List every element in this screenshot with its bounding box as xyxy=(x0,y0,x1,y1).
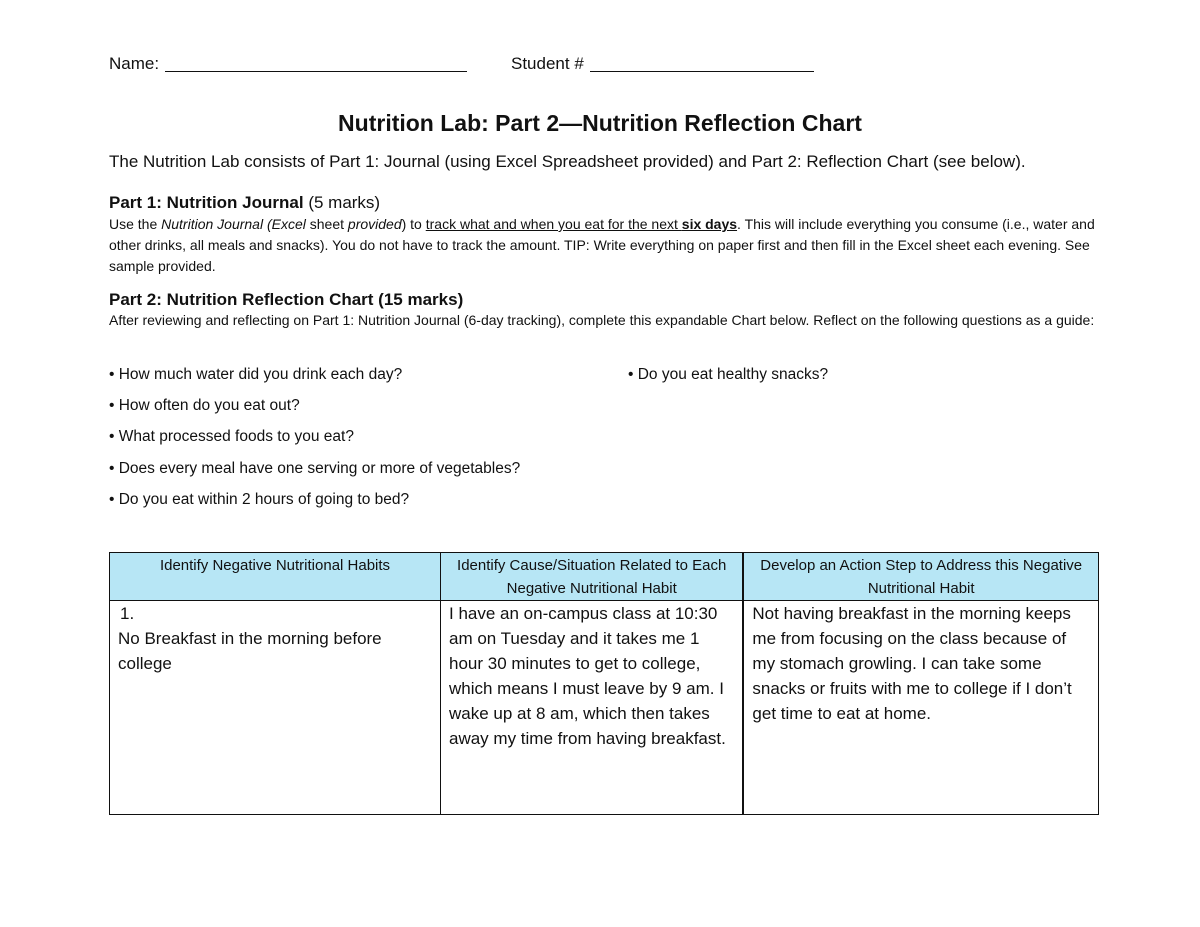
question-eat-out: • How often do you eat out? xyxy=(109,397,300,414)
cause-text: I have an on-campus class at 10:30 am on Tuesday and it takes me 1 hour 30 minutes to get to college, which means I must leave by 9 am. I wake up at 8 am, which then takes away my time from having breakfast. xyxy=(449,604,726,748)
cause-cell[interactable] xyxy=(441,601,744,815)
part1-text-6: track what and when you eat for the next xyxy=(425,216,682,232)
header-cause-situation: Identify Cause/Situation Related to Each Negative Nutritional Habit xyxy=(441,553,744,601)
reflection-chart-table xyxy=(109,552,1099,815)
part1-text-4: provided xyxy=(347,216,402,232)
part1-instructions xyxy=(109,214,1099,277)
part1-heading-title: Part 1: Nutrition Journal xyxy=(109,193,304,212)
student-number-field[interactable] xyxy=(511,54,814,74)
part2-heading xyxy=(109,290,463,310)
part2-heading-title: Part 2: Nutrition Reflection Chart (15 marks) xyxy=(109,290,464,309)
name-blank-line[interactable] xyxy=(165,71,467,72)
student-number-blank-line[interactable] xyxy=(590,71,814,72)
question-bedtime: • Do you eat within 2 hours of going to bed? xyxy=(109,491,410,508)
habit-text: No Breakfast in the morning before college xyxy=(118,629,382,673)
question-water: • How much water did you drink each day? xyxy=(109,366,403,383)
table-row xyxy=(110,601,1099,815)
name-field[interactable] xyxy=(109,54,467,74)
question-snacks: • Do you eat healthy snacks? xyxy=(628,366,829,383)
header-action-step: Develop an Action Step to Address this Negative Nutritional Habit xyxy=(743,553,1098,601)
row-number: 1. xyxy=(120,604,135,623)
intro-text: The Nutrition Lab consists of Part 1: Journal (using Excel Spreadsheet provided) and Part 2: Reflection Chart (see below). xyxy=(109,152,1026,171)
action-cell[interactable] xyxy=(743,601,1098,815)
action-text: Not having breakfast in the morning keeps me from focusing on the class because of my stomach growling. I can take some snacks or fruits with me to college if I don’t get time to eat at home. xyxy=(752,604,1072,723)
part1-text-7: six days xyxy=(681,216,738,232)
habit-cell[interactable] xyxy=(110,601,441,815)
page-title: Nutrition Lab: Part 2—Nutrition Reflection Chart xyxy=(338,110,862,136)
part1-text-1: Use the xyxy=(109,216,162,232)
part1-text-3: sheet xyxy=(305,216,348,232)
table-header-row xyxy=(110,553,1099,601)
part1-text-8: . This will include everything you consume (i.e., water and other drinks, all meals and snacks). You do not have to track the amount. TIP: Write everything on paper first and then fill in the Excel sheet each evening. See sample provided. xyxy=(109,216,1095,274)
student-number-label: Student # xyxy=(511,54,584,73)
part2-instructions: After reviewing and reflecting on Part 1: Nutrition Journal (6-day tracking), complete this expandable Chart below. Reflect on the following questions as a guide: xyxy=(109,312,1095,328)
name-label: Name: xyxy=(109,54,160,73)
part1-heading-marks: (5 marks) xyxy=(308,193,381,212)
question-vegetables: • Does every meal have one serving or more of vegetables? xyxy=(109,460,521,477)
part1-heading xyxy=(109,193,380,213)
part1-text-5: ) to xyxy=(401,216,426,232)
part1-text-2: Nutrition Journal (Excel xyxy=(161,216,306,232)
header-negative-habits: Identify Negative Nutritional Habits xyxy=(110,553,441,601)
question-processed-foods: • What processed foods to you eat? xyxy=(109,428,354,445)
